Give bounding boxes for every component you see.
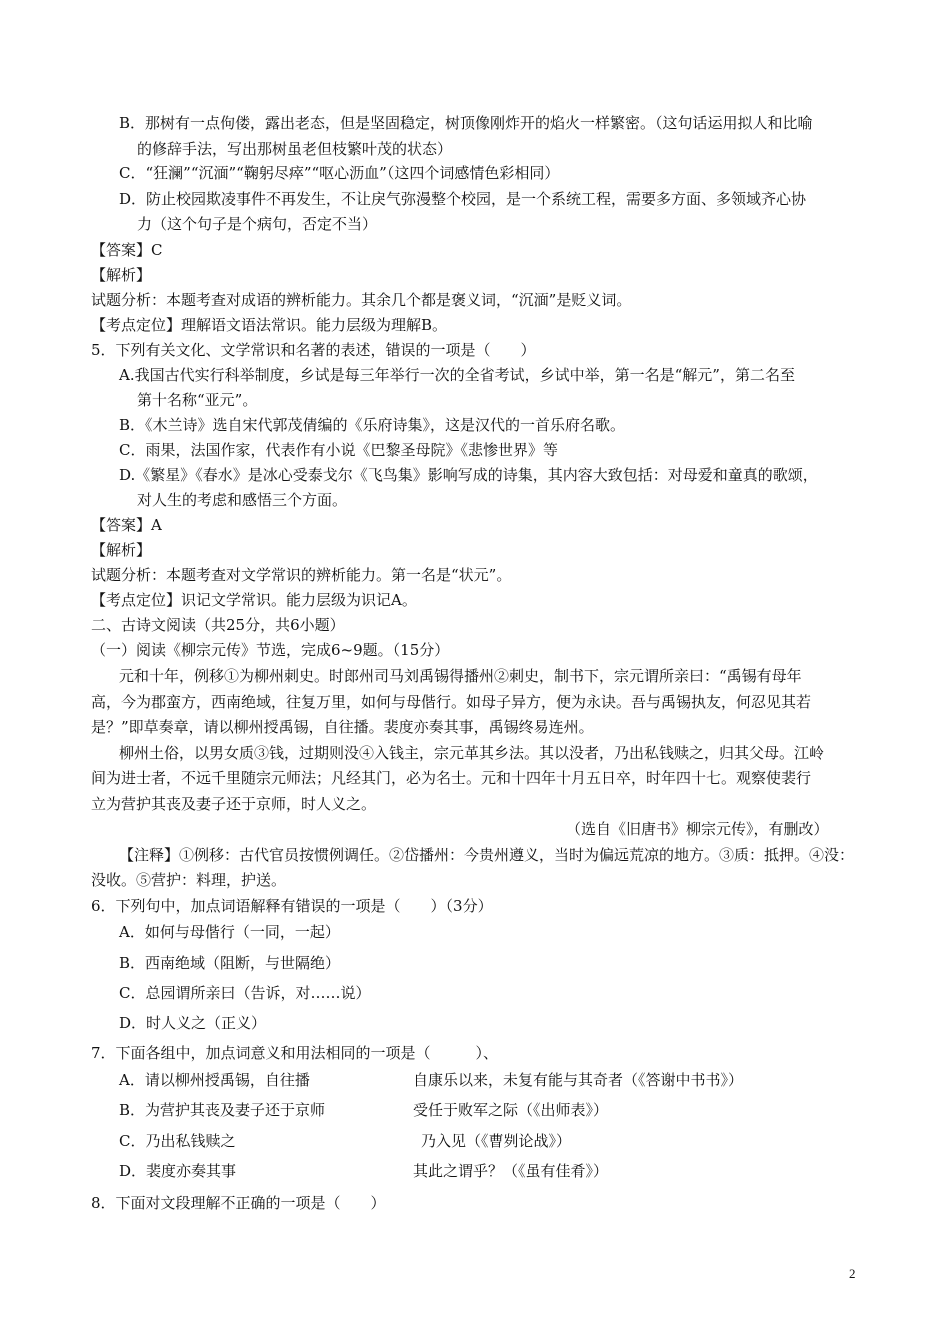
text-line: A．如何与母偕行（一同，一起） [119,923,340,941]
text-line: C．乃出私钱赎之 [119,1132,236,1150]
text-line: C．总园谓所亲曰（告诉，对……说） [119,984,371,1002]
text-line: D．裴度亦奏其事 [119,1162,237,1180]
text-line: 【答案】A [91,516,162,534]
source-citation: （选自《旧唐书》柳宗元传》，有删改） [566,820,829,838]
text-line: D.《繁星》《春水》是冰心受泰戈尔《飞鸟集》影响写成的诗集，其内容大致包括：对母爱和童真的歌颂， [119,466,818,484]
text-line: 第十名称“亚元”。 [137,391,258,409]
text-line: 【答案】C [91,241,163,259]
text-line: B．那树有一点佝偻，露出老态，但是坚固稳定，树顶像刚炸开的焰火一样繁密。（这句话运用拟人和比喻 [119,114,813,132]
text-line: 间为进士者，不远千里随宗元师法；凡经其门，必为名士。元和十四年十月五日卒，时年四十七。观察使裴行 [91,769,812,787]
section-heading: 二、古诗文阅读（共25分，共6小题） [91,616,345,634]
text-line: 受任于败军之际（《出师表》） [413,1101,609,1119]
text-line: 自康乐以来，未复有能与其奇者（《答谢中书书》） [413,1071,744,1089]
text-line: 乃入见（《曹刿论战》） [421,1132,572,1150]
text-line: 对人生的考虑和感悟三个方面。 [137,491,348,509]
page-number: 2 [849,1266,856,1281]
text-line: 【注释】①例移：古代官员按惯例调任。②岱播州：今贵州遵义，当时为偏远荒凉的地方。③质：抵押。④没： [119,846,855,864]
text-line: 【考点定位】识记文学常识。能力层级为识记A。 [91,591,417,609]
text-line: D．防止校园欺凌事件不再发生，不让戾气弥漫整个校园，是一个系统工程，需要多方面、多领域齐心协 [119,190,807,208]
text-line: B．为营护其丧及妻子还于京师 [119,1101,326,1119]
text-line: 8．下面对文段理解不正确的一项是（ ） [91,1194,386,1212]
text-line: 高，今为郡蛮方，西南绝域，往复万里，如何与母偕行。如母子异方，便为永诀。吾与禹锡执友，何忍见其若 [91,693,812,711]
text-line: 其此之谓乎？（《虽有佳肴》） [413,1162,609,1180]
text-line: 6．下列句中，加点词语解释有错误的一项是（ ）（3分） [91,897,493,915]
text-line: C．雨果，法国作家，代表作有小说《巴黎圣母院》《悲惨世界》等 [119,441,558,459]
text-line: B．《木兰诗》选自宋代郭茂倩编的《乐府诗集》，这是汉代的一首乐府名歌。 [119,416,626,434]
text-line: A.我国古代实行科举制度，乡试是每三年举行一次的全省考试，乡试中举，第一名是“解元”，第二名至 [119,366,795,384]
text-line: A．请以柳州授禹锡，自往播 [119,1071,310,1089]
text-line: 元和十年，例移①为柳州刺史。时郎州司马刘禹锡得播州②刺史，制书下，宗元谓所亲曰：“禹锡有母年 [119,667,802,685]
text-line: 【解析】 [91,541,152,559]
text-line: 试题分析：本题考查对文学常识的辨析能力。第一名是“状元”。 [91,566,512,584]
text-line: 试题分析：本题考查对成语的辨析能力。其余几个都是褒义词，“沉湎”是贬义词。 [91,291,632,309]
text-line: 【考点定位】理解语文语法常识。能力层级为理解B。 [91,316,448,334]
text-line: 7．下面各组中，加点词意义和用法相同的一项是（ ）、 [91,1044,499,1062]
text-line: 【解析】 [91,266,152,284]
text-line: D．时人义之（正义） [119,1014,267,1032]
text-line: 没收。⑤营护：料理，护送。 [91,871,287,889]
text-line: C．“狂澜”“沉湎”“鞠躬尽瘁”“呕心沥血”（这四个词感情色彩相同） [119,164,560,182]
text-line: 力（这个句子是个病句，否定不当） [137,215,378,233]
text-line: 柳州土俗，以男女质③钱，过期则没④入钱主，宗元革其乡法。其以没者，乃出私钱赎之，归其父母。江岭 [119,744,825,762]
text-line: （一）阅读《柳宗元传》节选，完成6~9题。（15分） [91,641,450,659]
text-line: 的修辞手法，写出那树虽老但枝繁叶茂的状态） [137,140,453,158]
text-line: B．西南绝域（阻断，与世隔绝） [119,954,341,972]
text-line: 立为营护其丧及妻子还于京师，时人义之。 [91,795,377,813]
text-line: 5．下列有关文化、文学常识和名著的表述，错误的一项是（ ） [91,341,536,359]
text-line: 是？”即草奏章，请以柳州授禹锡，自往播。裴度亦奏其事，禹锡终易连州。 [91,718,594,736]
